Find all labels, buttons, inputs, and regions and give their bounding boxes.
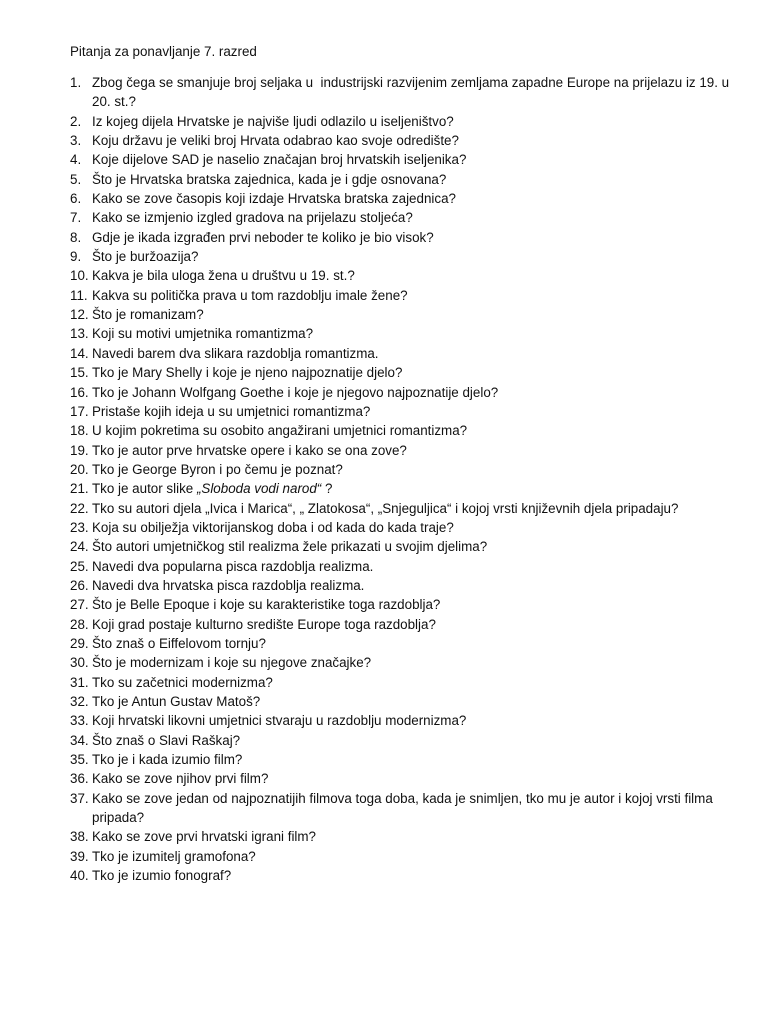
question-text: Tko je izumitelj gramofona? <box>92 848 256 864</box>
question-text-segment: Tko je autor slike <box>92 481 197 497</box>
question-text: Kako se izmjenio izgled gradova na prijelazu stoljeća? <box>92 210 413 226</box>
question-item <box>70 866 730 885</box>
question-text: Što znaš o Slavi Raškaj? <box>92 732 241 748</box>
question-item <box>70 150 730 169</box>
question-item <box>70 189 730 208</box>
question-item <box>70 692 730 711</box>
question-item <box>70 383 730 402</box>
question-number: 4. <box>70 152 82 168</box>
question-number: 10. <box>70 268 89 284</box>
question-item <box>70 363 730 382</box>
question-text: Što autori umjetničkog stil realizma žele prikazati u svojim djelima? <box>92 539 488 555</box>
question-number: 7. <box>70 210 82 226</box>
question-item <box>70 208 730 227</box>
question-text: Kako se zove jedan od najpoznatijih filmova toga doba, kada je snimljen, tko mu je autor i kojoj vrsti filma pripada? <box>92 790 717 826</box>
question-text: Iz kojeg dijela Hrvatske je najviše ljudi odlazilo u iseljeništvo? <box>92 113 454 129</box>
question-item <box>70 595 730 614</box>
question-number: 38. <box>70 829 89 845</box>
question-item <box>70 537 730 556</box>
question-item <box>70 789 730 828</box>
question-number: 21. <box>70 481 89 497</box>
question-item <box>70 731 730 750</box>
question-number: 8. <box>70 229 82 245</box>
question-item <box>70 673 730 692</box>
question-text: Tko je izumio fonograf? <box>92 868 232 884</box>
question-number: 12. <box>70 307 89 323</box>
question-text: U kojim pokretima su osobito angažirani umjetnici romantizma? <box>92 423 468 439</box>
question-number: 34. <box>70 732 89 748</box>
question-text: Kako se zove časopis koji izdaje Hrvatska bratska zajednica? <box>92 191 456 207</box>
question-text: Koje dijelove SAD je naselio značajan broj hrvatskih iseljenika? <box>92 152 467 168</box>
question-number: 32. <box>70 694 89 709</box>
question-item <box>70 266 730 285</box>
question-number: 24. <box>70 539 89 555</box>
question-item <box>70 73 733 112</box>
question-number: 31. <box>70 674 89 690</box>
question-text: Tko je Mary Shelly i koje je njeno najpoznatije djelo? <box>92 365 403 381</box>
question-text-italic: „Sloboda vodi narod“ <box>196 481 322 497</box>
question-list <box>70 73 733 885</box>
question-number: 33. <box>70 713 89 729</box>
question-text: Koju državu je veliki broj Hrvata odabrao kao svoje odredište? <box>92 133 459 149</box>
question-number: 28. <box>70 616 89 632</box>
question-text: Tko je Antun Gustav Matoš? <box>92 694 261 709</box>
question-text: Kako se zove njihov prvi film? <box>92 771 269 787</box>
question-number: 13. <box>70 326 89 342</box>
question-item <box>70 112 730 131</box>
question-number: 37. <box>70 790 89 806</box>
question-number: 36. <box>70 771 89 787</box>
question-item <box>70 131 730 150</box>
question-text-segment: ? <box>321 481 333 497</box>
question-text: Navedi dva popularna pisca razdoblja realizma. <box>92 558 374 574</box>
question-text: Navedi dva hrvatska pisca razdoblja realizma. <box>92 577 365 593</box>
question-number: 11. <box>70 287 88 303</box>
question-text: Zbog čega se smanjuje broj seljaka u industrijski razvijenim zemljama zapadne Europe na prijelazu iz 19. u 20. st.? <box>92 75 733 110</box>
question-item <box>70 634 730 653</box>
question-text: Gdje je ikada izgrađen prvi neboder te koliko je bio visok? <box>92 229 434 245</box>
question-number: 3. <box>70 133 82 149</box>
question-number: 9. <box>70 249 82 265</box>
question-text: Tko je autor prve hrvatske opere i kako se ona zove? <box>92 442 407 458</box>
question-number: 23. <box>70 519 89 535</box>
question-number: 17. <box>70 403 89 419</box>
question-text: Kako se zove prvi hrvatski igrani film? <box>92 829 317 845</box>
question-text: Tko je Johann Wolfgang Goethe i koje je njegovo najpoznatije djelo? <box>92 384 499 400</box>
question-item <box>70 557 730 576</box>
question-item <box>70 460 730 479</box>
question-item <box>70 518 730 537</box>
document-title: Pitanja za ponavljanje 7. razred <box>70 44 257 59</box>
question-text: Što je buržoazija? <box>92 249 199 265</box>
question-number: 18. <box>70 423 89 439</box>
question-item <box>70 769 730 788</box>
question-number: 15. <box>70 365 89 381</box>
question-text: Tko je i kada izumio film? <box>92 752 243 768</box>
question-item <box>70 499 730 518</box>
question-item <box>70 247 730 266</box>
question-text: Što znaš o Eiffelovom tornju? <box>92 635 266 651</box>
question-item <box>70 711 730 730</box>
question-item <box>70 324 730 343</box>
question-number: 35. <box>70 752 89 768</box>
question-text: Što je Hrvatska bratska zajednica, kada je i gdje osnovana? <box>92 171 447 187</box>
question-number: 22. <box>70 500 89 516</box>
question-item <box>70 228 730 247</box>
question-item <box>70 305 730 324</box>
question-item <box>70 421 730 440</box>
question-item <box>70 653 730 672</box>
question-number: 30. <box>70 655 89 671</box>
question-text: Tko je George Byron i po čemu je poznat? <box>92 461 343 477</box>
question-number: 39. <box>70 848 89 864</box>
question-text: Kakva je bila uloga žena u društvu u 19. st.? <box>92 268 355 284</box>
question-text: Kakva su politička prava u tom razdoblju imale žene? <box>92 287 408 303</box>
question-text: Tko su začetnici modernizma? <box>92 674 273 690</box>
question-number: 16. <box>70 384 89 400</box>
question-item <box>70 286 730 305</box>
question-number: 2. <box>70 113 82 129</box>
question-text: Pristaše kojih ideja u su umjetnici romantizma? <box>92 403 371 419</box>
question-item <box>70 827 730 846</box>
question-item <box>70 576 730 595</box>
question-item <box>70 170 730 189</box>
question-number: 1. <box>70 75 82 90</box>
question-number: 29. <box>70 635 89 651</box>
question-number: 6. <box>70 191 82 207</box>
question-number: 25. <box>70 558 89 574</box>
question-number: 19. <box>70 442 89 458</box>
question-item <box>70 479 730 498</box>
question-item <box>70 344 730 363</box>
question-number: 40. <box>70 868 89 884</box>
question-text: Što je romanizam? <box>92 307 204 323</box>
question-item <box>70 847 730 866</box>
question-item <box>70 750 730 769</box>
question-text: Tko su autori djela „Ivica i Marica“, „ Zlatokosa“, „Snjeguljica“ i kojoj vrsti književnih djela pripadaju? <box>92 500 679 516</box>
question-text: Koji su motivi umjetnika romantizma? <box>92 326 314 342</box>
question-item <box>70 441 730 460</box>
question-text: Što je Belle Epoque i koje su karakteristike toga razdoblja? <box>92 597 441 613</box>
question-number: 26. <box>70 577 89 593</box>
question-item <box>70 615 730 634</box>
question-text: Koji grad postaje kulturno središte Europe toga razdoblja? <box>92 616 436 632</box>
question-text: Navedi barem dva slikara razdoblja romantizma. <box>92 345 379 361</box>
question-item <box>70 402 730 421</box>
question-text: Koji hrvatski likovni umjetnici stvaraju u razdoblju modernizma? <box>92 713 467 729</box>
question-number: 27. <box>70 597 89 613</box>
question-text <box>92 479 730 498</box>
question-number: 20. <box>70 461 89 477</box>
question-number: 14. <box>70 345 89 361</box>
question-text: Što je modernizam i koje su njegove značajke? <box>92 655 372 671</box>
question-text: Koja su obilježja viktorijanskog doba i od kada do kada traje? <box>92 519 454 535</box>
question-number: 5. <box>70 171 82 187</box>
